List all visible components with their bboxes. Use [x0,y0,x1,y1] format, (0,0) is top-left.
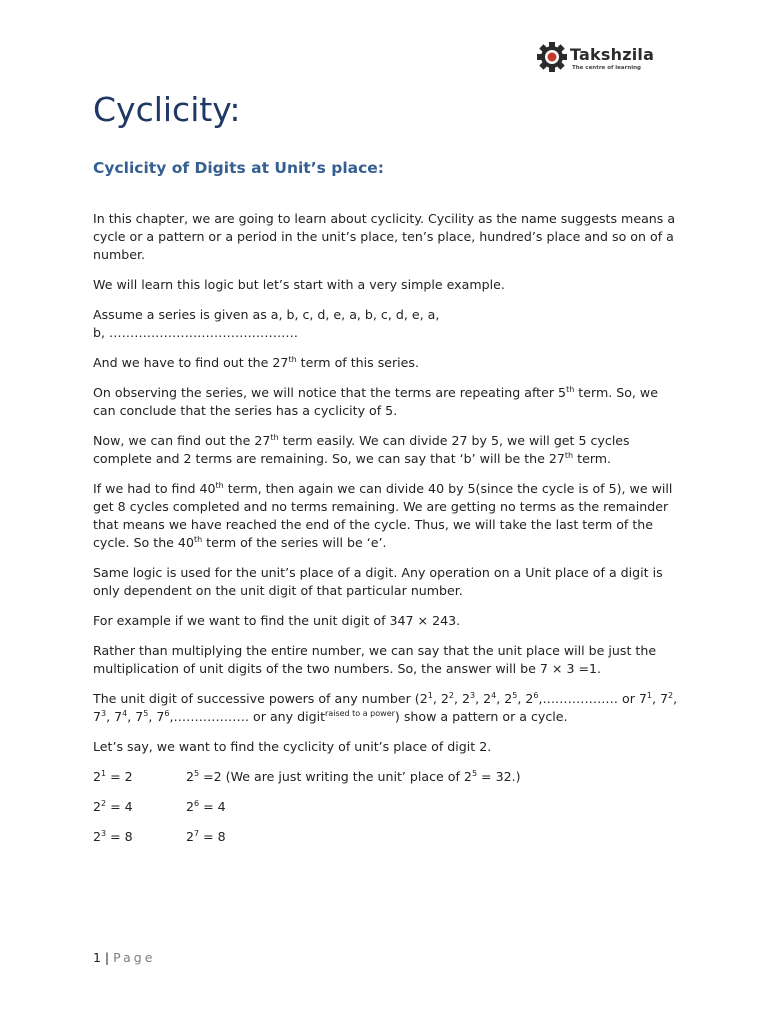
superscript: th [288,355,297,364]
paragraph: For example if we want to find the unit digit of 347 × 243. [93,613,461,628]
superscript: 6 [164,709,170,718]
page-label: Page [113,950,156,965]
paragraph [93,354,683,372]
footer-separator: | [100,950,114,965]
paragraph: Same logic is used for the unit’s place of a digit. Any operation on a Unit place of a digit is only dependent on the unit digit of that particular number. [93,565,663,598]
document-body [93,210,683,858]
text-run: , 2 [475,691,492,706]
text-run: , 7 [127,709,144,724]
text-run: Now, we can find out the 27 [93,433,271,448]
series-line: Assume a series is given as a, b, c, d, e, a, b, c, d, e, a, [93,307,440,322]
equation-row [93,768,683,786]
superscript: 5 [143,709,149,718]
equation-row [93,798,683,816]
text-run: term. So, we can conclude that the series has a cyclicity of 5. [93,385,658,418]
equation-row [93,828,683,846]
text-run: , 7 [93,691,678,724]
paragraph [93,432,683,468]
superscript: th [215,481,224,490]
superscript: 6 [533,691,539,700]
page-footer [93,950,155,965]
superscript: 4 [122,709,128,718]
superscript: th [566,385,575,394]
superscript: 4 [491,691,497,700]
gear-icon [536,41,568,73]
text-run: And we have to find out the 27 [93,355,289,370]
text-run: , 7 [106,709,123,724]
text-run: term easily. We can divide 27 by 5, we will get 5 cycles complete and 2 terms are remaining. So, we can say that ‘b’ will be the 27 [93,433,630,466]
superscript: 3 [101,709,107,718]
takshzila-logo [536,41,676,75]
equation-left: $2^3 = 8$ [93,829,133,844]
page-number: 1 [93,950,101,965]
superscript: raised to a power [325,709,395,718]
text-run: term, then again we can divide 40 by 5(since the cycle is of 5), we will get 8 cycles completed and no terms remaining. We are getting no terms as the remainder that means we have reached the end of the cycle. Thus, we will take the last term of the cycle. So the 40 [93,481,673,550]
equation-right: $2^5 =2$ (We are just writing the unit’ place of $2^5 = 32$.) [186,769,521,784]
text-run: , 2 [517,691,534,706]
equation-left: $2^1 = 2$ [93,769,133,784]
paragraph: Let’s say, we want to find the cyclicity of unit’s place of digit 2. [93,739,492,754]
section-heading: Cyclicity of Digits at Unit’s place: [93,159,384,177]
superscript: th [564,451,574,460]
paragraph: In this chapter, we are going to learn about cyclicity. Cycility as the name suggests means a cycle or a pattern or a period in the unit’s place, ten’s place, hundred’s place and so on of a number. [93,211,676,262]
paragraph [93,480,683,552]
text-run: ) show a pattern or a cycle. [394,709,568,724]
text-run: , 2 [432,691,449,706]
logo-brand: Takshzila [570,45,655,64]
paragraph [93,690,683,726]
text-run: , 2 [496,691,513,706]
page-title: Cyclicity: [93,90,241,129]
text-run: , 2 [453,691,470,706]
paragraph [93,384,683,420]
text-run: If we had to find 40 [93,481,216,496]
text-run: ,……………… or 7 [538,691,647,706]
paragraph: We will learn this logic but let’s start with a very simple example. [93,277,505,292]
text-run: term of this series. [296,355,419,370]
series-line: b, ……………………………………… [93,325,298,340]
superscript: 1 [646,691,653,700]
text-run: term of the series will be ‘e’. [202,535,387,550]
text-run: , 7 [148,709,165,724]
text-run: The unit digit of successive powers of any number (2 [93,691,428,706]
superscript: 3 [469,691,476,700]
text-run: , 7 [652,691,669,706]
paragraph: Rather than multiplying the entire number, we can say that the unit place will be just the multiplication of unit digits of the two numbers. So, the answer will be 7 × 3 =1. [93,643,657,676]
superscript: 1 [427,691,433,700]
superscript: 2 [448,691,454,700]
superscript: th [270,433,279,442]
equation-left: $2^2 = 4$ [93,799,133,814]
text-run: On observing the series, we will notice that the terms are repeating after 5 [93,385,567,400]
paragraph [93,306,683,342]
text-run: term. [573,451,612,466]
equation-right: $2^6 = 4$ [186,799,226,814]
superscript: 5 [512,691,518,700]
logo-tagline: The centre of learning [572,65,641,71]
superscript: 2 [668,691,674,700]
superscript: th [193,535,203,544]
text-run: ,……………… or any digit [169,709,326,724]
equation-right: $2^7 = 8$ [186,829,226,844]
